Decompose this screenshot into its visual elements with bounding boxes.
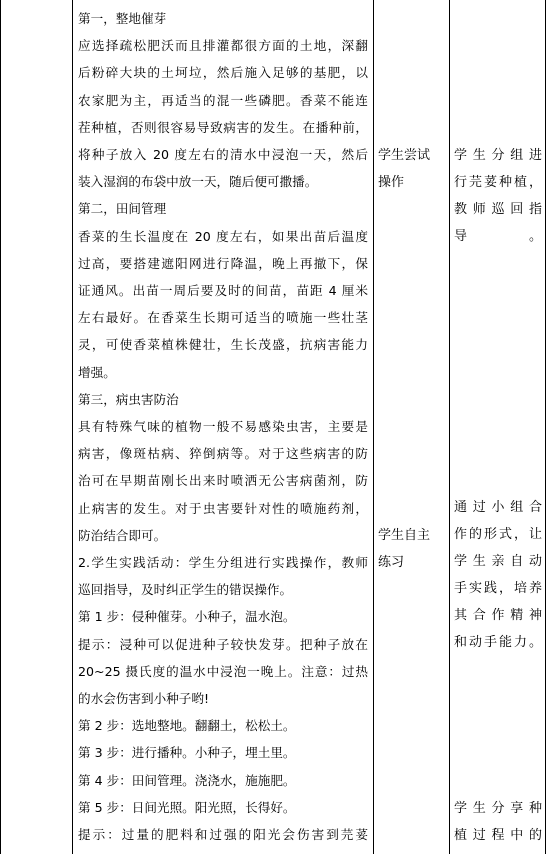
content-line: 第 1 步：侵种催芽。小种子，温水泡。 [78,609,296,625]
table-divider-3 [449,0,450,854]
content-line: 巡回指导，及时纠正学生的错误操作。 [78,582,293,598]
design-intent-line: 和动手能力。 [454,635,542,650]
teaching-content-column [76,0,370,854]
content-line: 后粉碎大块的土坷垃，然后施入足够的基肥，以 [78,65,368,81]
student-activity-line: 操作 [378,175,405,190]
content-line: 第一，整地催芽 [78,11,167,26]
content-line: 左右最好。在香菜生长期可适当的喷施一些壮茎 [78,310,368,326]
design-intent-line: 行芫荽种植， [454,175,542,190]
design-intent-line: 其合作精神 [454,608,542,623]
content-line: 将种子放入 20 度左右的清水中浸泡一天，然后 [78,147,368,162]
content-line: 应选择疏松肥沃而且排灌都很方面的土地，深翻 [78,38,368,54]
table-divider-1 [72,0,73,854]
content-line: 香菜的生长温度在 20 度左右，如果出苗后温度 [78,228,368,244]
student-activity-line: 练习 [378,555,405,570]
content-line: 提示：浸种可以促进种子较快发芽。把种子放在 [78,636,368,652]
content-line: 过高，要搭建遮阳网进行降温，晚上再撤下，保 [78,255,368,271]
content-line: 第 3 步：进行播种。小种子，埋土里。 [78,745,296,761]
design-intent-line: 学生分享种 [454,801,542,816]
content-line: 灵，可使香菜植株健壮，生长茂盛，抗病害能力 [78,337,368,353]
design-intent-column [452,0,544,854]
content-line: 的水会伤害到小种子哟! [78,691,209,706]
content-line: 第二，田间管理 [78,201,167,217]
design-intent-line: 学生亲自动 [454,554,542,569]
design-intent-line: 手实践，培养 [454,581,542,596]
content-line: 证通风。出苗一周后要及时的间苗，苗距 4 厘米 [78,283,368,298]
content-line: 茬种植，否则很容易导致病害的发生。在播种前， [78,119,368,135]
content-line: 病害，像斑枯病、猝倒病等。对于这些病害的防 [78,446,368,462]
design-intent-line: 作的形式，让 [454,527,542,542]
content-line: 第 2 步：选地整地。翻翻土，松松土。 [78,718,296,734]
content-line: 第 5 步：日间光照。阳光照，长得好。 [78,799,296,815]
design-intent-line: 教师巡回指 [454,202,542,217]
content-line: 20~25 摄氏度的温水中浸泡一晚上。注意：过热 [78,663,368,679]
design-intent-line: 通过小组合 [454,500,542,515]
content-line: 提示：过量的肥料和过强的阳光会伤害到芫荽 [78,827,368,842]
design-intent-line: 学生分组进 [454,148,542,163]
content-line: 防治结合即可。 [78,527,167,543]
table-divider-2 [373,0,374,854]
design-intent-line: 导。 [454,229,542,244]
content-line: 第三，病虫害防治 [78,391,179,407]
blank-column [1,0,71,854]
content-line: 止病害的发生。对于虫害要针对性的喷施药剂， [78,500,368,516]
content-line: 农家肥为主，再适当的混一些磷肥。香菜不能连 [78,92,368,108]
content-line: 具有特殊气味的植物一般不易感染虫害，主要是 [78,419,368,434]
student-activity-column [376,0,442,854]
content-line: 治可在早期苗刚长出来时喷洒无公害病菌剂，防 [78,473,368,489]
table-border-right [545,0,546,854]
design-intent-line: 植过程中的 [454,828,542,843]
student-activity-line: 学生尝试 [378,148,431,163]
student-activity-line: 学生自主 [378,528,431,543]
content-line: 增强。 [78,364,116,380]
content-line: 第 4 步：田间管理。浇浇水，施施肥。 [78,772,296,788]
content-line: 2.学生实践活动：学生分组进行实践操作，教师 [78,555,368,570]
content-line: 装入湿润的布袋中放一天，随后便可撒播。 [78,174,318,190]
